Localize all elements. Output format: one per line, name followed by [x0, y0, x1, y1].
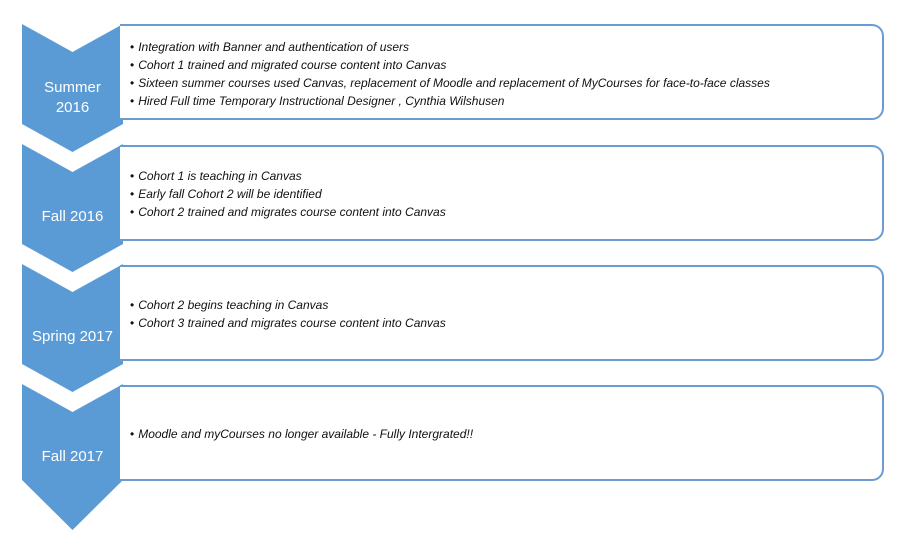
phase-box-spring-2017 — [120, 265, 884, 361]
bullet-icon: • — [130, 316, 135, 330]
item-text: Cohort 3 trained and migrates course content into Canvas — [138, 316, 446, 330]
bullet-icon: • — [130, 169, 135, 183]
phase-box-fall-2017 — [120, 385, 884, 481]
bullet-icon: • — [130, 187, 135, 201]
phase-item-list — [130, 425, 473, 443]
phase-box-summer-2016 — [120, 24, 884, 120]
list-item — [130, 167, 446, 185]
list-item — [130, 314, 446, 332]
item-text: Hired Full time Temporary Instructional Designer , Cynthia Wilshusen — [138, 94, 505, 108]
bullet-icon: • — [130, 205, 135, 219]
phase-label-line1: Fall 2017 — [41, 448, 104, 465]
bullet-icon: • — [130, 427, 135, 441]
phase-label — [22, 78, 123, 118]
list-item — [130, 92, 770, 110]
item-text: Sixteen summer courses used Canvas, replacement of Moodle and replacement of MyCourses for face-to-face classes — [138, 76, 770, 90]
bullet-icon: • — [130, 298, 135, 312]
phase-label — [22, 447, 123, 467]
phase-item-list — [130, 296, 446, 332]
phase-label-line1: Fall 2016 — [41, 208, 104, 225]
bullet-icon: • — [130, 94, 135, 108]
bullet-icon: • — [130, 76, 135, 90]
item-text: Integration with Banner and authentication of users — [138, 40, 410, 54]
list-item — [130, 203, 446, 221]
phase-label — [22, 207, 123, 227]
bullet-icon: • — [130, 58, 135, 72]
list-item — [130, 296, 446, 314]
phase-label-line2: 2016 — [55, 99, 90, 116]
item-text: Cohort 2 begins teaching in Canvas — [138, 298, 329, 312]
list-item — [130, 38, 770, 56]
chevron-fall-2016 — [22, 144, 123, 272]
item-text: Early fall Cohort 2 will be identified — [138, 187, 322, 201]
list-item — [130, 185, 446, 203]
bullet-icon: • — [130, 40, 135, 54]
phase-item-list — [130, 38, 770, 110]
chevron-summer-2016 — [22, 24, 123, 152]
item-text: Cohort 2 trained and migrates course content into Canvas — [138, 205, 446, 219]
chevron-spring-2017 — [22, 264, 123, 392]
list-item — [130, 74, 770, 92]
phase-box-fall-2016 — [120, 145, 884, 241]
phase-label — [22, 327, 123, 347]
item-text: Moodle and myCourses no longer available - Fully Intergrated!! — [138, 427, 474, 441]
phase-label-line1: Spring 2017 — [32, 328, 113, 345]
list-item — [130, 56, 770, 74]
chevron-fall-2017 — [22, 384, 123, 532]
list-item — [130, 425, 473, 443]
item-text: Cohort 1 is teaching in Canvas — [138, 169, 302, 183]
phase-label-line1: Summer — [44, 79, 101, 96]
item-text: Cohort 1 trained and migrated course content into Canvas — [138, 58, 447, 72]
phase-item-list — [130, 167, 446, 221]
